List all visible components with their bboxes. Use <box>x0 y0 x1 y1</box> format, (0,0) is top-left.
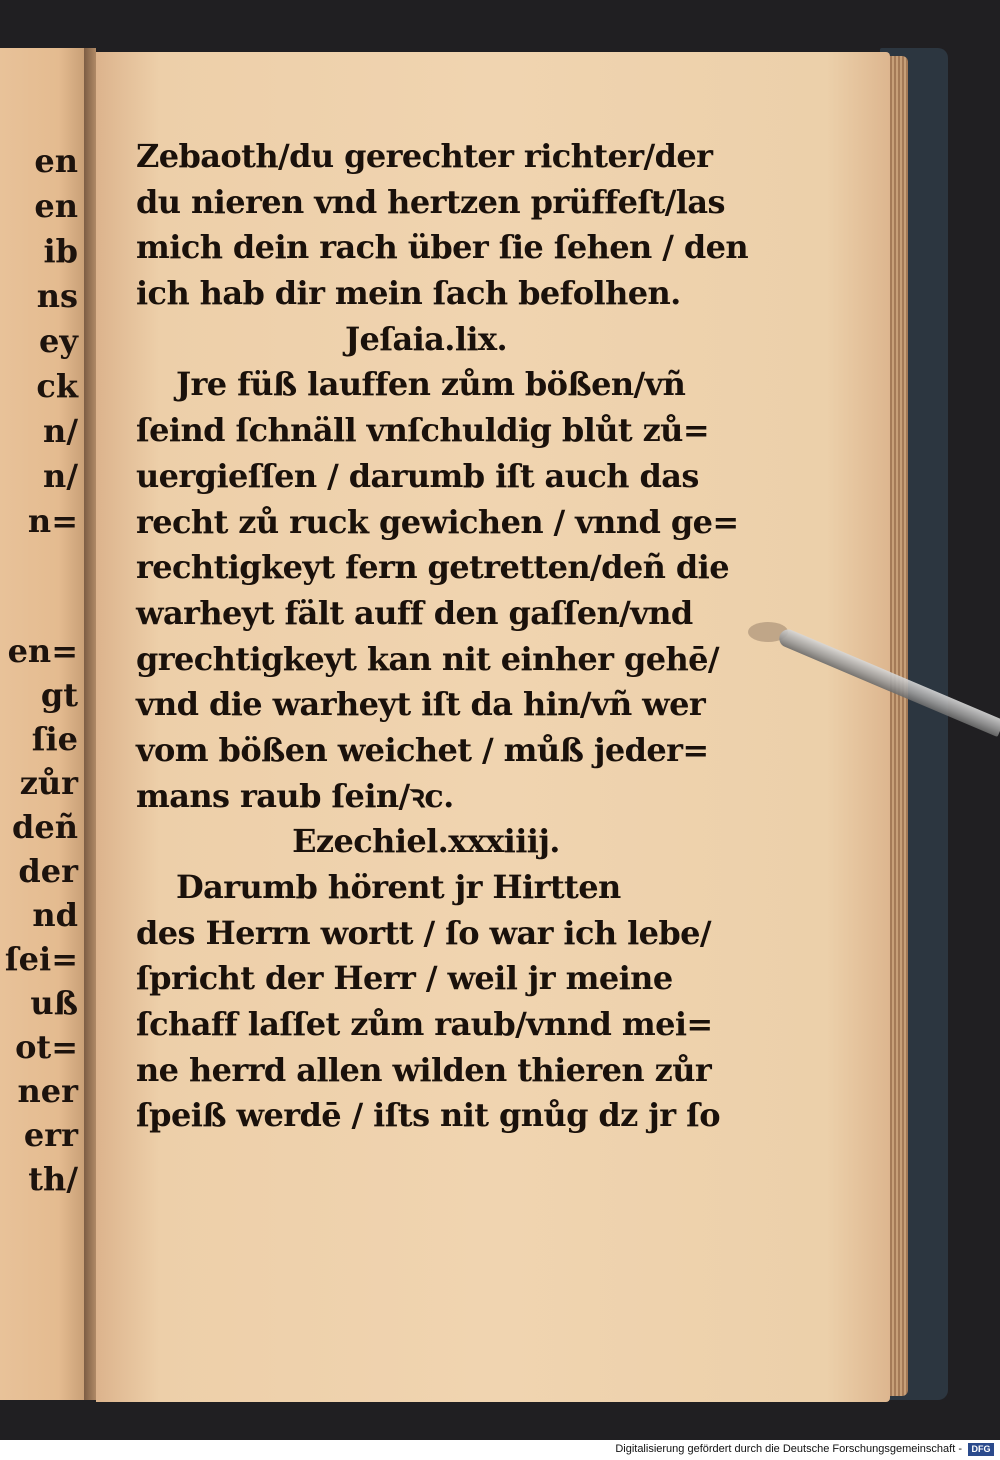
left-page-fragment: err <box>23 1116 78 1154</box>
text-line: recht zů ruck gewichen / vnnd ge= <box>136 502 739 541</box>
dfg-logo: DFG <box>968 1443 994 1456</box>
text-line: Darumb hörent jr Hirtten <box>176 868 621 906</box>
left-page-fragment: ſei= <box>4 940 78 978</box>
text-line: warheyt fält auff den gaſſen/vnd <box>136 593 693 632</box>
section-heading: Ezechiel.xxxiiij. <box>292 822 560 861</box>
left-page-fragment: ot= <box>15 1028 78 1066</box>
text-line: ne herrd allen wilden thieren zůr <box>136 1050 712 1089</box>
text-line: du nieren vnd hertzen prüffeſt/las <box>136 182 725 221</box>
left-page-fragment: uß <box>30 984 78 1022</box>
left-page-fragment: en= <box>7 632 78 670</box>
text-line: vnd die warheyt iſt da hin/vñ wer <box>136 685 706 724</box>
left-page-fragment: en <box>34 142 78 180</box>
text-line: rechtigkeyt fern getretten/deñ die <box>136 548 729 587</box>
text-line: ich hab dir mein ſach befolhen. <box>136 274 681 313</box>
left-page-fragment: n= <box>27 502 78 540</box>
left-page-fragment: ns <box>36 277 78 315</box>
text-line: uergieſſen / darumb iſt auch das <box>136 456 699 495</box>
left-page-fragment: zůr <box>19 764 78 802</box>
left-page-fragment: nd <box>32 896 78 934</box>
text-line: vom bößen weichet / můß jeder= <box>136 730 709 769</box>
left-page-fragment: ib <box>43 232 78 270</box>
text-line: ſchaff laſſet zům raub/vnnd mei= <box>136 1005 713 1044</box>
book-gutter <box>84 48 96 1400</box>
left-page-fragment: der <box>18 852 78 890</box>
text-line: Jre füß lauffen zům bößen/vñ <box>176 365 686 404</box>
left-page-fragment: ey <box>39 322 78 360</box>
left-page-fragment: en <box>34 187 78 225</box>
left-page-fragment: ck <box>36 367 78 405</box>
text-line: ſpeiß werdē / iſts nit gnůg dz jr ſo <box>136 1096 720 1135</box>
left-page-fragment: gt <box>40 676 78 714</box>
left-page-fragment: deñ <box>12 808 78 846</box>
left-page-fragment: n/ <box>43 457 78 495</box>
footer-bar <box>0 1440 1000 1460</box>
left-page-fragment: th/ <box>28 1160 78 1198</box>
text-line: grechtigkeyt kan nit einher gehē/ <box>136 639 720 678</box>
text-line: Zebaoth/du gerechter richter/der <box>136 137 713 175</box>
left-page-fragment: ner <box>17 1072 78 1110</box>
right-page <box>96 52 890 1402</box>
left-page-fragment: ſie <box>31 720 78 758</box>
left-page <box>0 48 84 1400</box>
section-heading: Jeſaia.lix. <box>345 319 507 358</box>
text-line: mans raub ſein/ꝛc. <box>136 776 454 815</box>
text-line: des Herrn wortt / ſo war ich lebe/ <box>136 913 712 952</box>
funding-notice: Digitalisierung gefördert durch die Deutsche Forschungsgemeinschaft - <box>615 1443 962 1455</box>
text-line: mich dein rach über ſie ſehen / den <box>136 228 749 267</box>
text-line: ſeind ſchnäll vnſchuldig blůt zů= <box>136 411 710 450</box>
left-page-fragment: n/ <box>43 412 78 450</box>
text-line: ſpricht der Herr / weil jr meine <box>136 959 673 998</box>
page-text-block <box>136 134 749 1139</box>
